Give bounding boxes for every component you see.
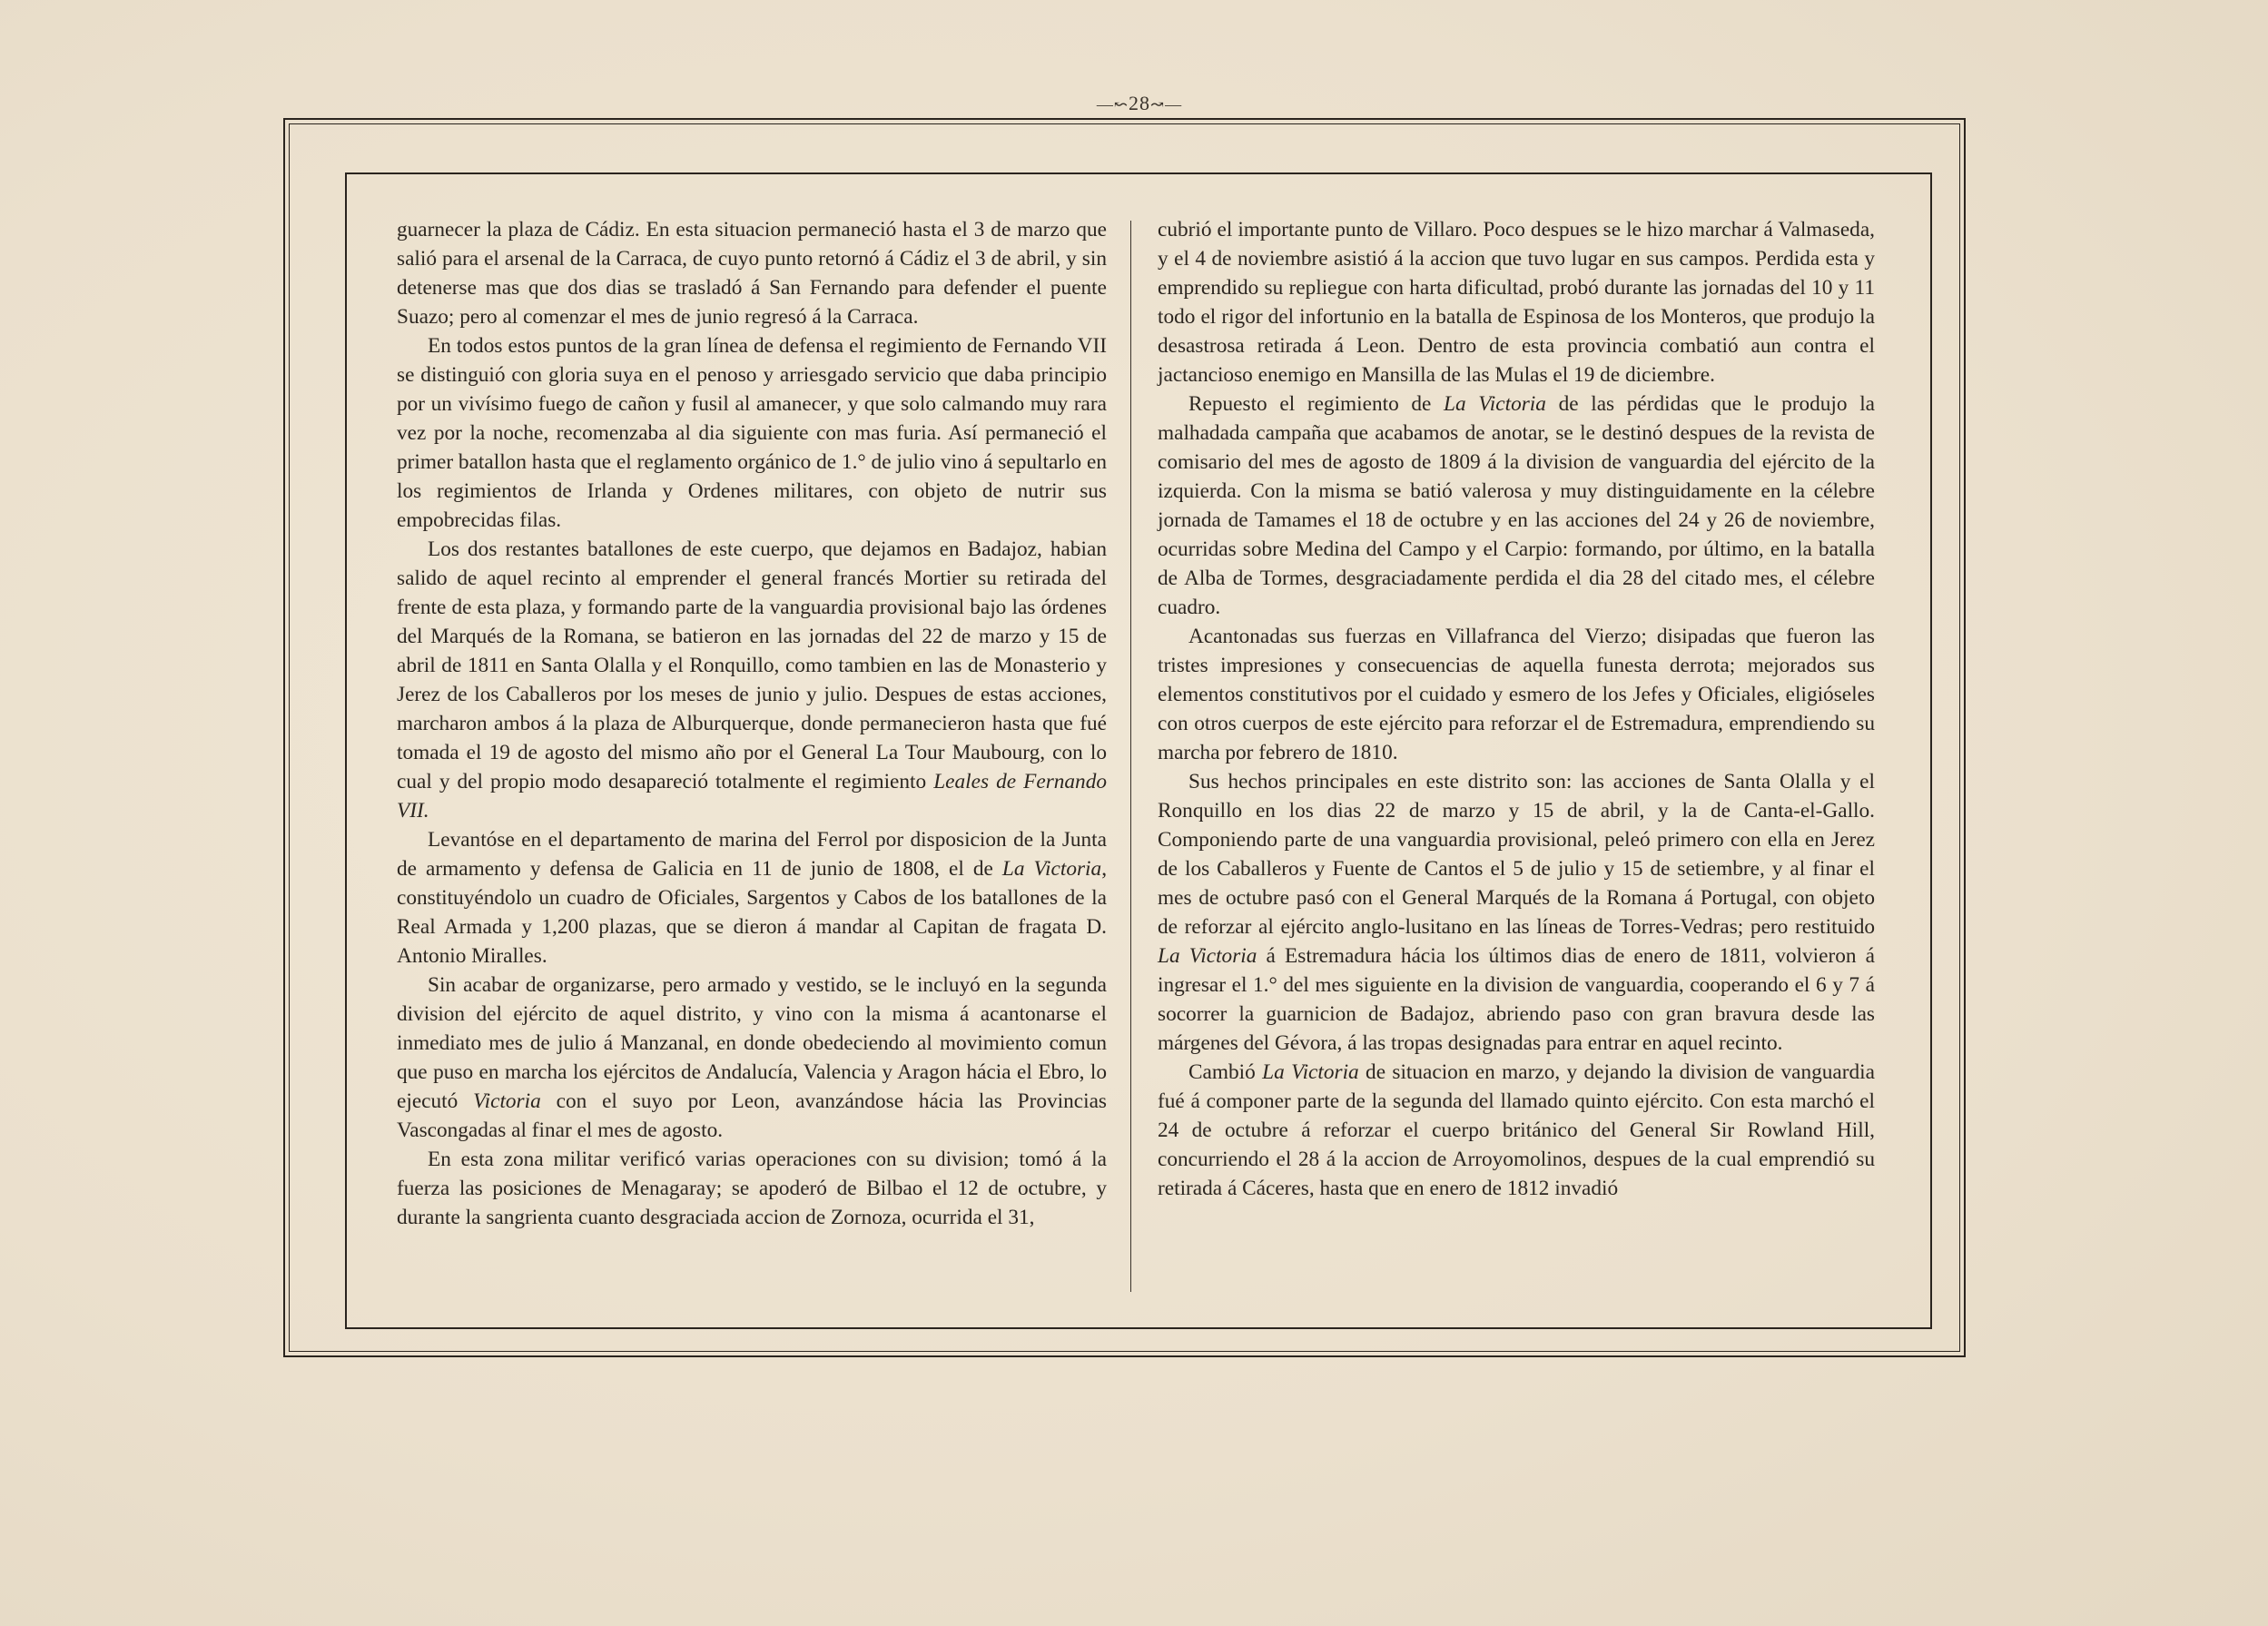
paragraph — [1158, 215, 1875, 389]
paragraph — [1158, 622, 1875, 767]
paragraph-text: En esta zona militar verificó varias operaciones con su division; tomó á la fuerza las posiciones de Menagaray; se apoderó de Bilbao el 12 de octubre, y durante la sangrienta cuanto desgraciada accion de Zornoza, ocurrida el 31, — [397, 1148, 1107, 1229]
paragraph-text: de las pérdidas que le produjo la malhadada campaña que acabamos de anotar, se le destinó despues de la revista de comisario del mes de agosto de 1809 á la division de vanguardia del ejército de la izquierda. Con la misma se batió valerosa y muy distinguidamente en la célebre jornada de Tamames el 18 de octubre y en las acciones del 24 y 26 de noviembre, ocurridas sobre Medina del Campo y el Carpio: formando, por último, en la batalla de Alba de Tormes, desgraciadamente perdida el dia 28 del citado mes, el célebre cuadro. — [1158, 392, 1876, 619]
column-divider — [1130, 221, 1131, 1292]
italic-regiment-name: Victoria — [473, 1089, 541, 1113]
italic-regiment-name: La Victoria — [1158, 944, 1257, 968]
paragraph-text: á Estremadura hácia los últimos dias de enero de 1811, volvieron á ingresar el 1.° del mes siguiente en la division de vanguardia, cooperando el 6 y 7 á socorrer la guarnicion de Badajoz, abriendo paso con gran bravura desde las márgenes del Gévora, á las tropas designadas para entrar en aquel recinto. — [1158, 944, 1875, 1055]
paragraph — [397, 535, 1107, 825]
paragraph-text: Repuesto el regimiento de — [1188, 392, 1432, 416]
right-text-column — [1158, 215, 1875, 1203]
paragraph-text: En todos estos puntos de la gran línea de defensa el regimiento de Fernando VII se distinguió con gloria suya en el penoso y arriesgado servicio que daba principio por un vivísimo fuego de cañon y fusil al amanecer, y que solo calmando muy rara vez por la noche, recomenzaba al dia siguiente con mas furia. Así permaneció el primer batallon hasta que el reglamento orgánico de 1.° de julio vino á sepultarlo en los regimientos de Irlanda y Ordenes militares, con objeto de nutrir sus empobrecidas filas. — [397, 334, 1107, 532]
paragraph-text: Cambió — [1188, 1060, 1256, 1084]
paragraph — [397, 215, 1107, 331]
paragraph-text: Levantóse en el departamento de marina del Ferrol por disposicion de la Junta de armamento y defensa de Galicia en 11 de junio de 1808, el de — [397, 828, 1107, 881]
left-text-column — [397, 215, 1107, 1232]
paragraph-text: de situacion en marzo, y dejando la division de vanguardia fué á componer parte de la segunda del llamado quinto ejército. Con esta marchó el 24 de octubre á reforzar el cuerpo británico del General Sir Rowland Hill, concurriendo el 28 á la accion de Arroyomolinos, despues de la cual emprendió su retirada á Cáceres, hasta que en enero de 1812 invadió — [1158, 1060, 1875, 1200]
italic-regiment-name: La Victoria — [1444, 392, 1546, 416]
flourish-right-ornament: ↝— — [1150, 95, 1183, 113]
page-number — [1080, 92, 1198, 115]
paragraph — [397, 1145, 1107, 1232]
page-number-text: 28 — [1129, 92, 1150, 114]
paragraph-text: guarnecer la plaza de Cádiz. En esta situacion permaneció hasta el 3 de marzo que salió para el arsenal de la Carraca, de cuyo punto retornó á Cádiz el 3 de abril, y sin detenerse mas que dos dias se trasladó á San Fernando para defender el puente Suazo; pero al comenzar el mes de junio regresó á la Carraca. — [397, 218, 1107, 329]
italic-regiment-name: La Victoria — [1262, 1060, 1359, 1084]
paragraph — [397, 331, 1107, 535]
paragraph — [1158, 767, 1875, 1058]
flourish-left-ornament: —↜ — [1096, 95, 1129, 113]
paragraph-text: , constituyéndolo un cuadro de Oficiales, Sargentos y Cabos de los batallones de la Real Armada y 1,200 plazas, que se dieron á mandar al Capitan de fragata D. Antonio Miralles. — [397, 857, 1108, 968]
paragraph-text: cubrió el importante punto de Villaro. Poco despues se le hizo marchar á Valmaseda, y el 4 de noviembre asistió á la accion que tuvo lugar en sus campos. Perdida esta y emprendido su repliegue con harta dificultad, probó durante las jornadas del 10 y 11 todo el rigor del infortunio en la batalla de Espinosa de los Monteros, que produjo la desastrosa retirada á Leon. Dentro de esta provincia combatió aun contra el jactancioso enemigo en Mansilla de las Mulas el 19 de diciembre. — [1158, 218, 1875, 387]
paragraph-text: Sin acabar de organizarse, pero armado y vestido, se le incluyó en la segunda division del ejército de aquel distrito, y vino con la misma á acantonarse el inmediato mes de julio á Manzanal, en donde obedeciendo al movimiento comun que puso en marcha los ejércitos de Andalucía, Valencia y Aragon hácia el Ebro, lo ejecutó — [397, 973, 1107, 1113]
italic-regiment-name: La Victoria — [1001, 857, 1102, 881]
paragraph-text: Acantonadas sus fuerzas en Villafranca del Vierzo; disipadas que fueron las tristes impresiones y consecuencias de aquella funesta derrota; mejorados sus elementos constitutivos por el cuidado y esmero de los Jefes y Oficiales, eligióseles con otros cuerpos de este ejército para reforzar el de Estremadura, emprendiendo su marcha por febrero de 1810. — [1158, 625, 1875, 764]
paragraph-text: con el suyo por Leon, avanzándose hácia las Provincias Vascongadas al finar el mes de agosto. — [397, 1089, 1107, 1142]
paragraph-text: Los dos restantes batallones de este cuerpo, que dejamos en Badajoz, habian salido de aquel recinto al emprender el general francés Mortier su retirada del frente de esta plaza, y formando parte de la vanguardia provisional bajo las órdenes del Marqués de la Romana, se batieron en las jornadas del 22 de marzo y 15 de abril de 1811 en Santa Olalla y el Ronquillo, como tambien en las de Monasterio y Jerez de los Caballeros por los meses de junio y julio. Despues de estas acciones, marcharon ambos á la plaza de Alburquerque, donde permanecieron hasta que fué tomada el 19 de agosto del mismo año por el General La Tour Maubourg, con lo cual y del propio modo desapareció totalmente el regimiento — [397, 537, 1107, 793]
paragraph — [1158, 389, 1875, 622]
italic-regiment-name: Leales de Fernando VII. — [397, 770, 1108, 823]
paragraph — [397, 825, 1107, 971]
paragraph-text: Sus hechos principales en este distrito son: las acciones de Santa Olalla y el Ronquillo en los dias 22 de marzo y 15 de abril, y la de Canta-el-Gallo. Componiendo parte de una vanguardia provisional, peleó primero con ella en Jerez de los Caballeros y Fuente de Cantos el 5 de julio y 15 de setiembre, y al finar el mes de octubre pasó con el General Marqués de la Romana á Portugal, con objeto de reforzar al ejército anglo-lusitano en las líneas de Torres-Vedras; pero restituido — [1158, 770, 1875, 939]
paragraph — [1158, 1058, 1875, 1203]
paragraph — [397, 971, 1107, 1145]
